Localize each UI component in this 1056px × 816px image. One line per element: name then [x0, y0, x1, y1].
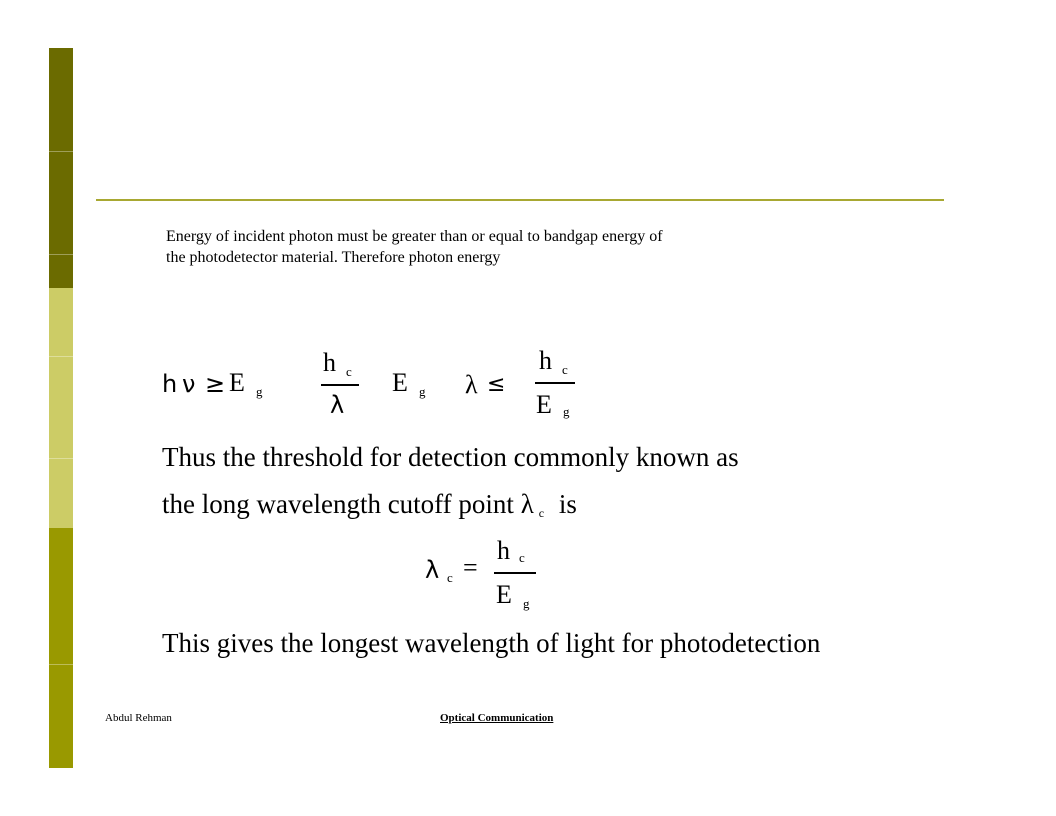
intro-paragraph	[166, 226, 856, 268]
eq1-frac2-bar	[535, 382, 575, 384]
intro-line-2: the photodetector material. Therefore photon energy	[166, 249, 501, 266]
eq2-lambda: λ	[425, 556, 440, 584]
lambda-c-symbol: λ	[520, 489, 534, 519]
eq1-lambda: λ	[465, 370, 478, 399]
eq1-leq: ≤	[487, 372, 506, 397]
sidebar-divider	[49, 151, 73, 152]
eq1-nu: ν	[182, 370, 196, 398]
footer-course: Optical Communication	[440, 712, 554, 724]
eq1-geq: ≥	[205, 370, 226, 398]
intro-line-1: Energy of incident photon must be greater than or equal to bandgap energy of	[166, 228, 663, 245]
eq1-frac1-c: c	[346, 364, 352, 379]
eq1-frac1-bar	[321, 384, 359, 386]
eq1-frac2-E: E	[536, 390, 552, 419]
eq1-g-2: g	[419, 384, 426, 399]
sidebar-divider	[49, 356, 73, 357]
eq1-frac1-lambda: λ	[330, 391, 345, 419]
sidebar-segment-olive	[49, 528, 73, 768]
sidebar-divider	[49, 664, 73, 665]
eq2-equals: =	[463, 553, 478, 582]
eq1-E-2: E	[392, 368, 408, 397]
footer-author: Abdul Rehman	[105, 712, 172, 724]
eq2-frac-E: E	[496, 580, 512, 609]
title-rule	[96, 199, 944, 201]
eq1-h: h	[162, 370, 178, 398]
eq2-frac-h: h	[497, 536, 510, 565]
sidebar-segment-light	[49, 288, 73, 528]
threshold-line-1: Thus the threshold for detection commonly known as	[162, 442, 739, 472]
threshold-line-2-prefix: the long wavelength cutoff point	[162, 489, 514, 519]
eq2-c: c	[447, 570, 453, 585]
threshold-line-2-suffix: is	[558, 489, 577, 519]
eq2-frac-c: c	[519, 550, 525, 565]
eq1-frac2-h: h	[539, 346, 552, 375]
eq1-frac1-h: h	[323, 348, 336, 377]
sidebar-divider	[49, 254, 73, 255]
conclusion-line: This gives the longest wavelength of light for photodetection	[162, 628, 821, 658]
eq2-frac-g: g	[523, 596, 530, 611]
eq2-frac-bar	[494, 572, 536, 574]
sidebar-divider	[49, 458, 73, 459]
eq1-frac2-g: g	[563, 404, 570, 419]
sidebar-segment-dark	[49, 48, 73, 288]
lambda-c-subscript: c	[538, 506, 545, 520]
eq1-E: E	[229, 368, 245, 397]
threshold-line-2	[162, 489, 577, 520]
eq1-frac2-c: c	[562, 362, 568, 377]
eq1-g: g	[256, 384, 263, 399]
